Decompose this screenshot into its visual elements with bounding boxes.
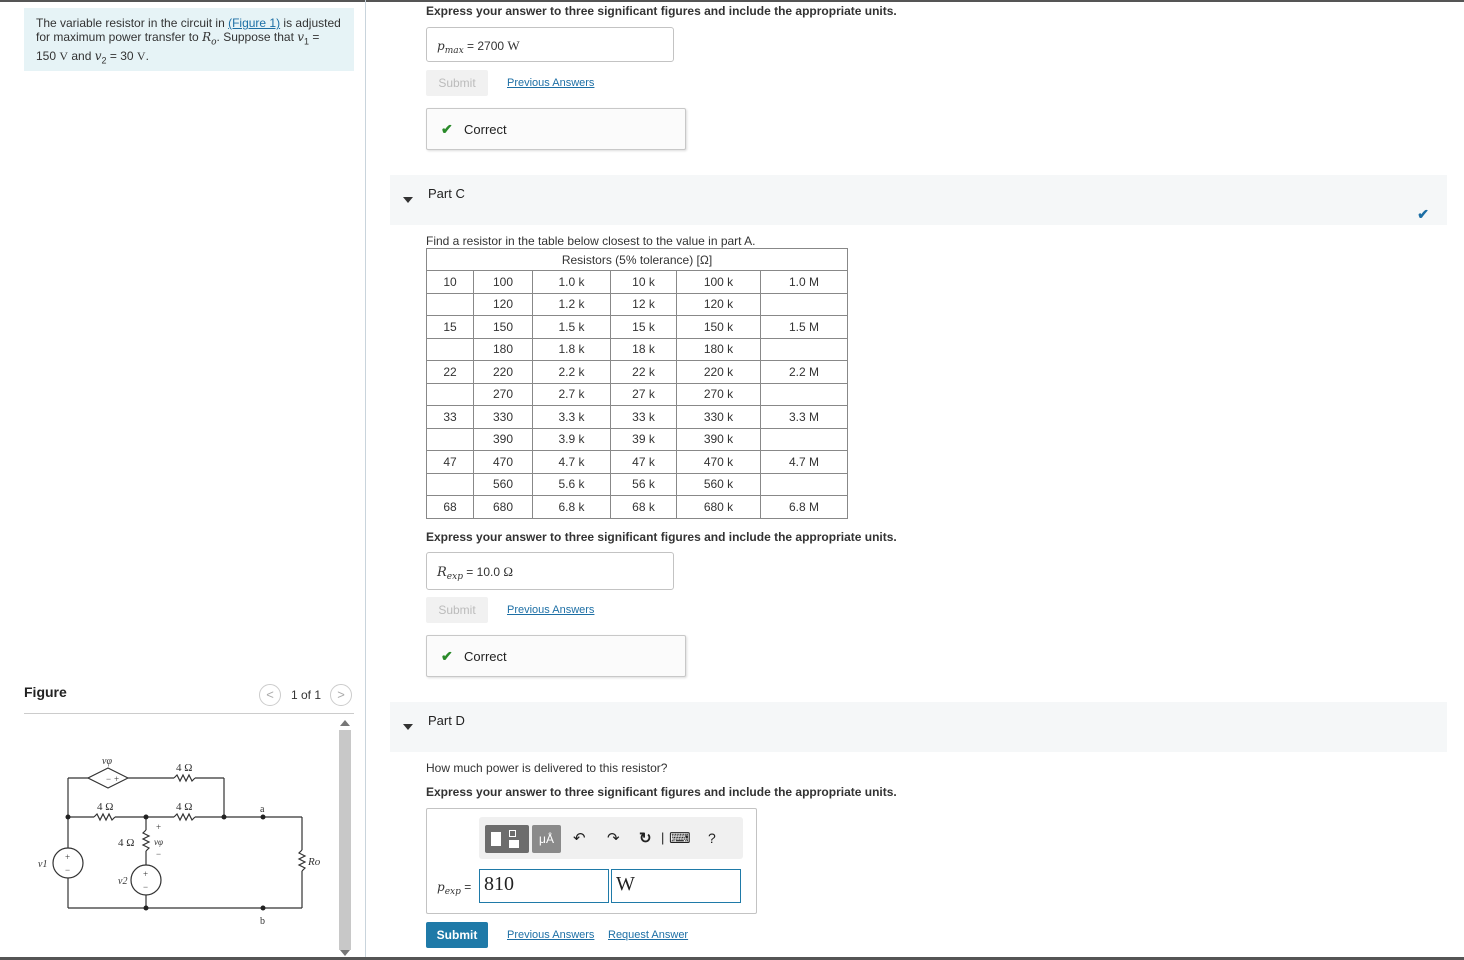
keyboard-icon[interactable]: ⌨ <box>669 830 691 847</box>
var-v1-sub: 1 <box>304 36 310 47</box>
table-cell: 33 k <box>611 406 677 429</box>
reset-icon[interactable]: ↻ <box>639 830 652 847</box>
resistor-table <box>426 248 848 519</box>
var-ro-sub: o <box>211 37 217 48</box>
next-figure-button[interactable]: > <box>330 684 352 706</box>
var-v1: v <box>297 30 305 44</box>
templates-button[interactable] <box>485 825 529 853</box>
table-cell: 56 k <box>611 473 677 496</box>
var-v2-sub: 2 <box>101 55 107 66</box>
table-cell: 390 k <box>677 428 761 451</box>
table-cell <box>761 338 848 361</box>
value-input[interactable]: 810 <box>479 869 609 903</box>
table-cell: 330 k <box>677 406 761 429</box>
table-cell <box>427 338 474 361</box>
check-icon: ✔ <box>441 648 453 664</box>
circuit-diagram <box>24 720 324 935</box>
problem-text: . <box>145 49 149 64</box>
table-cell: 270 <box>474 383 533 406</box>
part-c-correct-banner <box>426 635 686 677</box>
figure-pager <box>259 684 354 706</box>
template-square-icon <box>509 840 519 848</box>
table-cell: 680 k <box>677 496 761 519</box>
unit-input[interactable]: W <box>611 869 741 903</box>
help-icon[interactable]: ? <box>708 830 716 846</box>
node-a-label: a <box>260 804 265 815</box>
part-b-submit-button[interactable]: Submit <box>426 70 488 96</box>
figure-title: Figure <box>24 684 67 700</box>
part-d-header[interactable] <box>390 702 1447 752</box>
figure-link[interactable]: (Figure 1) <box>228 16 281 30</box>
vphi-minus: − <box>156 849 162 859</box>
vphi-plus: + <box>156 822 162 832</box>
table-cell: 68 <box>427 496 474 519</box>
table-cell: 1.0 k <box>533 271 611 294</box>
part-b-previous-answers-link[interactable]: Previous Answers <box>507 77 595 89</box>
scroll-down-icon[interactable] <box>340 950 350 956</box>
table-cell: 47 <box>427 451 474 474</box>
table-cell: 120 <box>474 293 533 316</box>
var-ro: R <box>202 30 212 44</box>
part-d-request-answer-link[interactable]: Request Answer <box>608 929 689 941</box>
vphi-side-label: vφ <box>154 837 163 847</box>
table-cell: 1.0 M <box>761 271 848 294</box>
table-cell: 4.7 M <box>761 451 848 474</box>
table-row <box>427 271 848 294</box>
unit-v: V <box>136 49 146 64</box>
table-cell: 470 <box>474 451 533 474</box>
table-cell: 1.5 k <box>533 316 611 339</box>
v1-label: v1 <box>38 859 48 870</box>
table-cell: 470 k <box>677 451 761 474</box>
v2-plus: + <box>143 869 149 879</box>
part-c-previous-answers-link[interactable]: Previous Answers <box>507 604 595 616</box>
part-d-title: Part D <box>428 713 465 728</box>
part-c-answer <box>437 564 513 582</box>
v2-minus: − <box>143 882 149 892</box>
table-cell <box>427 473 474 496</box>
problem-text: The variable resistor in the circuit in <box>36 16 229 30</box>
vphi-top-label: vφ <box>102 756 112 767</box>
var-v2: v <box>94 49 102 64</box>
part-c-header[interactable] <box>390 175 1447 225</box>
table-row <box>427 338 848 361</box>
table-cell: 150 k <box>677 316 761 339</box>
answer-value: 2700 <box>477 39 505 53</box>
part-b-instructions: Express your answer to three significant figures and include the appropriate units. <box>426 4 897 18</box>
part-b-answer-box <box>426 27 674 62</box>
table-cell: 27 k <box>611 383 677 406</box>
table-cell: 120 k <box>677 293 761 316</box>
table-cell: 3.3 M <box>761 406 848 429</box>
scroll-up-icon[interactable] <box>340 720 350 726</box>
table-cell: 100 <box>474 271 533 294</box>
problem-text: . Suppose that <box>216 30 298 44</box>
ro-label: Ro <box>308 856 321 868</box>
redo-icon[interactable]: ↷ <box>607 830 620 847</box>
triangle-down-icon[interactable] <box>403 197 413 203</box>
figure-divider <box>24 713 354 714</box>
unit-v: V <box>59 49 69 64</box>
table-cell: 220 <box>474 361 533 384</box>
table-cell: 100 k <box>677 271 761 294</box>
prev-figure-button[interactable]: < <box>259 684 281 706</box>
template-square-icon <box>491 832 501 846</box>
table-cell: 180 k <box>677 338 761 361</box>
units-button[interactable]: μÅ <box>532 825 561 853</box>
table-row <box>427 383 848 406</box>
table-cell: 1.5 M <box>761 316 848 339</box>
table-cell: 22 <box>427 361 474 384</box>
problem-text: = 30 <box>106 49 137 64</box>
table-cell: 680 <box>474 496 533 519</box>
v2-label: v2 <box>118 876 128 887</box>
problem-text: is adjusted for maximum power transfer to <box>36 16 341 44</box>
answer-eq: = <box>463 39 478 53</box>
table-cell: 33 <box>427 406 474 429</box>
table-row <box>427 406 848 429</box>
table-cell <box>761 428 848 451</box>
toolbar-divider: | <box>661 830 665 845</box>
answer-var: p <box>437 39 445 53</box>
check-icon: ✔ <box>441 121 453 137</box>
answer-var-sub: max <box>444 46 464 56</box>
table-cell: 2.2 M <box>761 361 848 384</box>
answer-unit: W <box>507 38 520 53</box>
answer-var-sub: exp <box>446 572 463 582</box>
v1-minus: − <box>65 865 71 875</box>
table-cell <box>427 428 474 451</box>
pane-divider[interactable] <box>365 0 366 960</box>
dep-source-plus: + <box>114 774 120 784</box>
part-d-prompt: How much power is delivered to this resistor? <box>426 761 668 775</box>
correct-text: Correct <box>464 122 507 137</box>
table-cell: 10 k <box>611 271 677 294</box>
part-c-prompt: Find a resistor in the table below closest to the value in part A. <box>426 234 756 248</box>
table-row <box>427 451 848 474</box>
table-cell: 3.9 k <box>533 428 611 451</box>
part-b-answer <box>437 38 520 56</box>
answer-unit: Ω <box>503 564 514 579</box>
problem-text: = 150 <box>36 30 320 64</box>
figure-scrollbar[interactable] <box>338 716 352 956</box>
table-cell: 5.6 k <box>533 473 611 496</box>
table-cell: 12 k <box>611 293 677 316</box>
table-cell <box>761 473 848 496</box>
table-cell: 270 k <box>677 383 761 406</box>
r-left-label: 4 Ω <box>97 801 114 813</box>
r-vert-label: 4 Ω <box>118 837 135 849</box>
scroll-thumb[interactable] <box>339 730 351 950</box>
table-cell: 3.3 k <box>533 406 611 429</box>
correct-text: Correct <box>464 649 507 664</box>
part-c-submit-button[interactable]: Submit <box>426 597 488 623</box>
table-cell <box>761 293 848 316</box>
top-border <box>0 0 1464 2</box>
table-row <box>427 293 848 316</box>
table-cell: 39 k <box>611 428 677 451</box>
table-cell: 6.8 k <box>533 496 611 519</box>
table-cell: 560 k <box>677 473 761 496</box>
table-cell <box>427 293 474 316</box>
table-cell: 330 <box>474 406 533 429</box>
triangle-down-icon[interactable] <box>403 724 413 730</box>
table-cell <box>761 383 848 406</box>
table-cell: 18 k <box>611 338 677 361</box>
table-row <box>427 428 848 451</box>
part-c-answer-box <box>426 552 674 590</box>
table-cell: 6.8 M <box>761 496 848 519</box>
part-d-instructions: Express your answer to three significant figures and include the appropriate units. <box>426 785 897 799</box>
table-cell <box>427 383 474 406</box>
part-d-submit-button[interactable]: Submit <box>426 922 488 948</box>
part-d-previous-answers-link[interactable]: Previous Answers <box>507 929 595 941</box>
table-cell: 560 <box>474 473 533 496</box>
editor-toolbar <box>479 817 743 859</box>
table-row <box>427 316 848 339</box>
table-row <box>427 361 848 384</box>
problem-statement <box>24 8 354 71</box>
figure-count: 1 of 1 <box>291 688 322 702</box>
part-b-correct-banner <box>426 108 686 150</box>
answer-value: 10.0 <box>476 565 501 579</box>
table-cell: 390 <box>474 428 533 451</box>
table-cell: 47 k <box>611 451 677 474</box>
table-cell: 1.8 k <box>533 338 611 361</box>
part-d-answer-label <box>437 880 471 897</box>
part-c-instructions: Express your answer to three significant figures and include the appropriate units. <box>426 530 897 544</box>
node-b-label: b <box>260 916 265 927</box>
template-square-icon <box>509 830 516 837</box>
answer-eq: = <box>462 565 477 579</box>
answer-editor <box>426 808 757 914</box>
table-cell: 4.7 k <box>533 451 611 474</box>
r-mid-label: 4 Ω <box>176 801 193 813</box>
table-cell: 220 k <box>677 361 761 384</box>
r-top-label: 4 Ω <box>176 762 193 774</box>
answer-var: R <box>437 565 447 580</box>
table-cell: 2.2 k <box>533 361 611 384</box>
table-cell: 150 <box>474 316 533 339</box>
table-row <box>427 473 848 496</box>
table-cell: 15 k <box>611 316 677 339</box>
table-cell: 15 <box>427 316 474 339</box>
table-cell: 22 k <box>611 361 677 384</box>
table-cell: 10 <box>427 271 474 294</box>
table-cell: 68 k <box>611 496 677 519</box>
answer-var: p <box>437 880 445 894</box>
table-row <box>427 496 848 519</box>
answer-var-sub: exp <box>444 887 461 897</box>
part-c-title: Part C <box>428 186 465 201</box>
table-cell: 2.7 k <box>533 383 611 406</box>
problem-text: and <box>68 49 95 64</box>
answer-eq: = <box>460 880 472 894</box>
table-header: Resistors (5% tolerance) [Ω] <box>427 249 848 271</box>
table-cell: 180 <box>474 338 533 361</box>
v1-plus: + <box>65 852 71 862</box>
dep-source-minus: − <box>106 774 112 784</box>
undo-icon[interactable]: ↶ <box>573 830 586 847</box>
table-cell: 1.2 k <box>533 293 611 316</box>
checkmark-icon: ✔ <box>1417 206 1429 222</box>
